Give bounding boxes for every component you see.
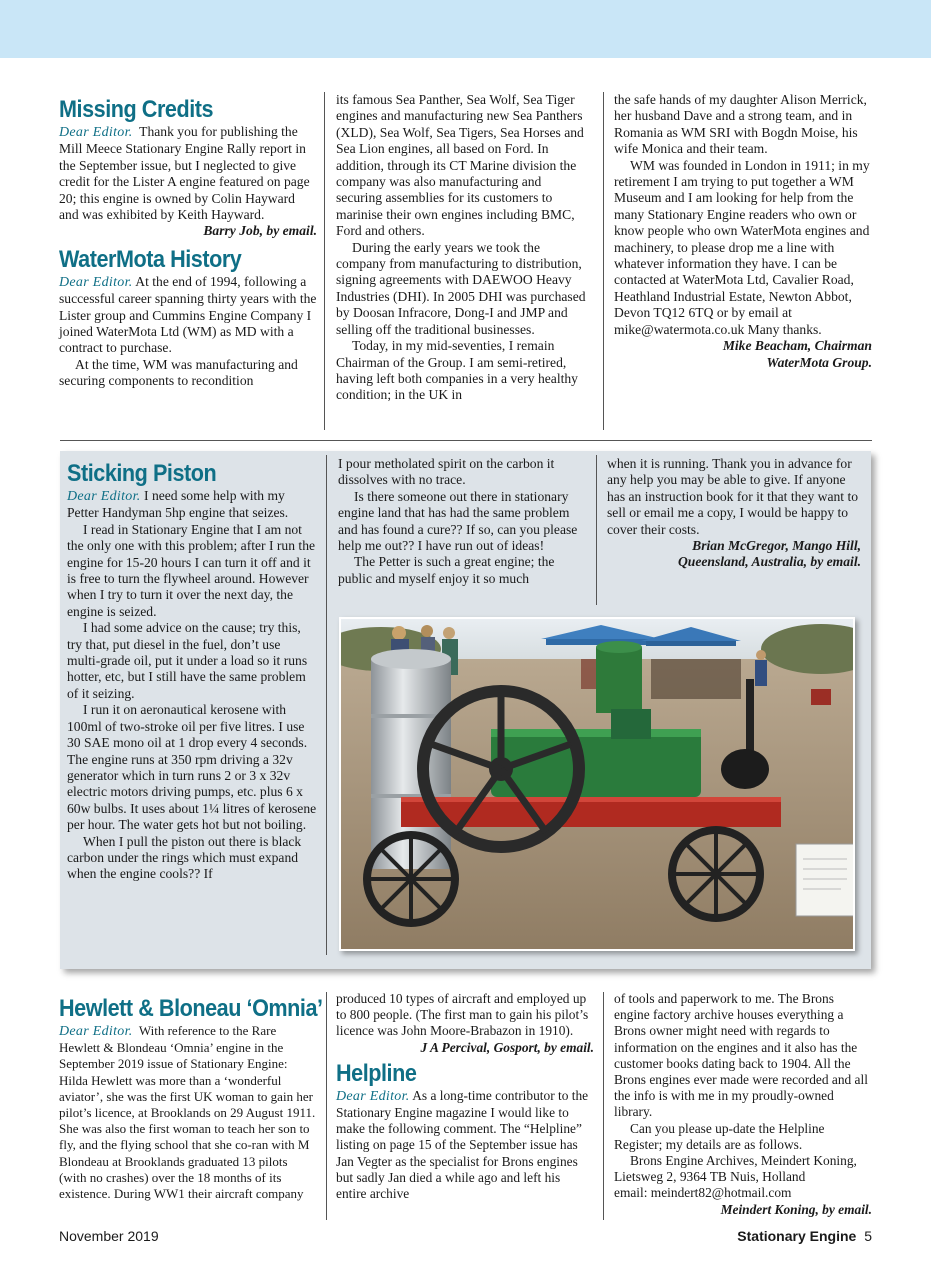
- column-2-top: [336, 92, 590, 404]
- helpline-signature: Meindert Koning, by email.: [720, 1201, 872, 1217]
- section-divider: [60, 440, 872, 441]
- dear-editor-label: Dear Editor.: [59, 125, 133, 140]
- sticking-column-1: [67, 460, 317, 883]
- hewlett-signature: J A Percival, Gosport, by email.: [420, 1039, 594, 1055]
- watermota-heading: WaterMota History: [59, 245, 242, 273]
- hewlett-paragraph: produced 10 types of aircraft and employed up to 800 people. (The first man to gain his pilot’s licence was John Moore-Brabazon in 1910).: [336, 991, 589, 1039]
- column-rule: [603, 92, 604, 430]
- column-3-bottom: [614, 991, 872, 1218]
- engine-photo-illustration: [341, 619, 855, 951]
- dear-editor-label: Dear Editor.: [59, 1024, 133, 1039]
- column-rule: [324, 92, 325, 430]
- watermota-paragraph: the safe hands of my daughter Alison Merrick, her husband Dave and a strong team, and in Romania as WM SRI with Bogdn Moise, his wife Monica and their team.: [614, 92, 867, 157]
- dear-editor-label: Dear Editor.: [67, 489, 141, 504]
- missing-credits-signature: Barry Job, by email.: [203, 223, 317, 239]
- sticking-paragraph: I had some advice on the cause; try this, try that, put diesel in the fuel, don’t use multi-grade oil, put it under a load so it runs hotter, etc, but I still have the same problem of it seizing.: [67, 620, 308, 701]
- sticking-paragraph: The Petter is such a great engine; the public and myself enjoy it so much: [338, 554, 555, 586]
- dear-editor-label: Dear Editor.: [59, 274, 133, 290]
- sticking-paragraph: Is there someone out there in stationary engine land that has had the same problem and has found a cure?? If so, can you please help me out?? I have run out of ideas!: [338, 488, 578, 554]
- sticking-column-3: [607, 456, 861, 571]
- column-rule: [326, 455, 327, 955]
- sticking-paragraph: when it is running. Thank you in advance for any help you may be able to give. If anyone has an instruction book for it that they want to sell or email me a copy, I would be happy to cover their costs.: [607, 456, 859, 537]
- sticking-signature: Queensland, Australia, by email.: [677, 554, 861, 570]
- helpline-heading: Helpline: [336, 1059, 417, 1087]
- sticking-signature: Brian McGregor, Mango Hill,: [692, 538, 861, 554]
- column-2-bottom: [336, 991, 594, 1202]
- helpline-paragraph: As a long-time contributor to the Stationary Engine magazine I would like to make the following comment. The “Helpline” listing on page 15 of the September issue has Jan Vegter as the specialist for Brons engines but sadly Jan died a while ago and left his entire archive: [336, 1087, 589, 1202]
- column-rule: [596, 455, 597, 605]
- column-rule: [326, 992, 327, 1220]
- footer-right: [737, 1228, 872, 1244]
- watermota-paragraph: At the end of 1994, following a successful career spanning thirty years with the Lister group and Cummins Engine Company I joined WaterMota Ltd (WM) as MD with a contract to purchase.: [59, 273, 317, 356]
- watermota-signature: WaterMota Group.: [766, 354, 872, 370]
- footer-magazine-title: Stationary Engine: [737, 1228, 857, 1244]
- helpline-paragraph: Brons Engine Archives, Meindert Koning, Lietsweg 2, 9364 TB Nuis, Holland: [614, 1153, 857, 1185]
- watermota-paragraph: Today, in my mid-seventies, I remain Chairman of the Group. I am semi-retired, having left both companies in a very healthy condition; in the UK in: [336, 338, 578, 403]
- footer-date: November 2019: [59, 1228, 159, 1244]
- helpline-paragraph: Can you please up-date the Helpline Register; my details are as follows.: [614, 1120, 825, 1152]
- hewlett-paragraph: With reference to the Rare Hewlett & Blondeau ‘Omnia’ engine in the September 2019 issue of Stationary Engine: Hilda Hewlett was more than a ‘wonderful aviator’, she was the first UK woman to gain her pilot’s licence, at Brooklands on 29 August 1911. She was also the first woman to teach her son to fly, and the flying school that she co-ran with M Blondeau at Brooklands graduated 13 pilots (with no crashes) over the 18 months of its existence. During WW1 their aircraft company: [59, 1023, 316, 1202]
- page-number: 5: [864, 1228, 872, 1244]
- sticking-paragraph: When I pull the piston out there is black carbon under the rings which must expand when the engine cools?? If: [67, 833, 302, 882]
- missing-credits-body: Thank you for publishing the Mill Meece Stationary Engine Rally report in the September issue, but I neglected to give credit for the Lister A engine featured on page 20; this engine is owned by Colin Hayward and was exhibited by Keith Hayward.: [59, 124, 310, 223]
- sticking-piston-heading: Sticking Piston: [67, 460, 217, 487]
- sticking-column-2: [338, 456, 586, 587]
- column-3-top: [614, 92, 872, 371]
- column-1-bottom: [59, 995, 323, 1202]
- sticking-paragraph: I pour metholated spirit on the carbon it dissolves with no trace.: [338, 456, 555, 488]
- column-1-top: [59, 96, 317, 390]
- helpline-paragraph: of tools and paperwork to me. The Brons engine factory archive houses everything a Brons owner might need with regards to information on the engines and it also has the customer books dating back to 1904. All the Brons engines ever made were recorded and all the info is with me in my proudly-owned library.: [614, 991, 868, 1120]
- hewlett-heading: Hewlett & Bloneau ‘Omnia’: [59, 995, 323, 1022]
- engine-photo: [339, 617, 855, 951]
- watermota-signature: Mike Beacham, Chairman: [722, 338, 872, 354]
- dear-editor-label: Dear Editor.: [336, 1088, 410, 1104]
- missing-credits-heading: Missing Credits: [59, 96, 214, 123]
- sticking-paragraph: I need some help with my Petter Handyman 5hp engine that seizes.: [67, 488, 289, 521]
- watermota-paragraph: At the time, WM was manufacturing and securing components to recondition: [59, 356, 298, 389]
- sticking-paragraph: I run it on aeronautical kerosene with 100ml of two-stroke oil per five litres. I use 30 SAE mono oil at 1 drop every 4 seconds. The engine runs at 350 rpm driving a 32v generator which in turn runs 2 or 3 x 32v electric motors driving pumps, etc. plus 6 x 60w bulbs. It uses about 1¼ litres of kerosene per hour. The water gets hot but not boiling.: [67, 702, 317, 833]
- watermota-paragraph: During the early years we took the company from manufacturing to distribution, signing agreements with DAEWOO Heavy Industries (DHI). In 2005 DHI was purchased by Doosan Infracore, Dong-I and JMP and selling off the traditional businesses.: [336, 239, 586, 337]
- sticking-paragraph: I read in Stationary Engine that I am not the only one with this problem; after I run the engine for 15-20 hours I can turn it off and it is free to turn the flywheel around. However when I try to turn it over the next day, the engine is seized.: [67, 521, 316, 619]
- helpline-paragraph: email: meindert82@hotmail.com: [614, 1185, 792, 1201]
- watermota-paragraph: WM was founded in London in 1911; in my retirement I am trying to put together a WM Museum and I am looking for help from the many Stationary Engine readers who own or know people who own WaterMota engines and machinery, to please drop me a line with whatever information they have. I can be contacted at WaterMota Ltd, Cavalier Road, Heathland Industrial Estate, Newton Abbot, Devon TQ12 6TQ or by email at mike@watermota.co.uk Many thanks.: [614, 157, 870, 337]
- watermota-paragraph: its famous Sea Panther, Sea Wolf, Sea Tiger engines and manufacturing new Sea Panthers (XLD), Sea Wolf, Sea Tigers, Sea Horses and Sea Lion engines, all based on Ford. In addition, through its CT Marine division the company was also manufacturing and securing assemblies for its customers to marinise their own engines including BMC, Ford and others.: [336, 92, 584, 239]
- column-rule: [603, 992, 604, 1220]
